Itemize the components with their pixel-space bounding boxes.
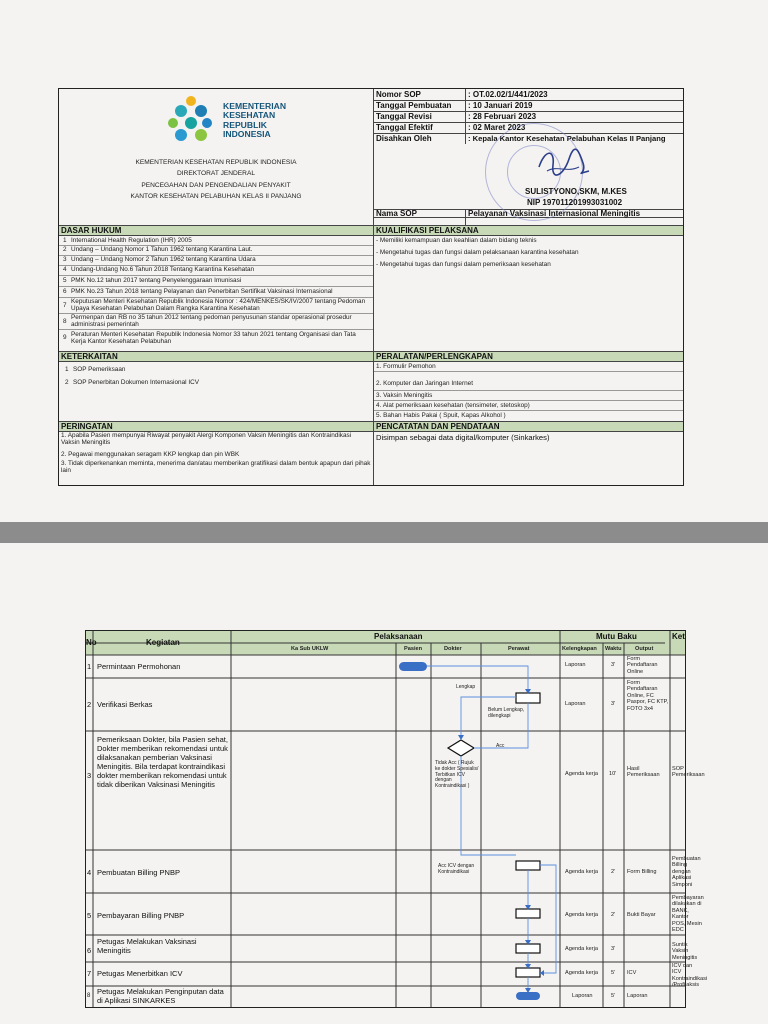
row-3-waktu: 10' [609, 771, 617, 777]
peringatan-heading: PERINGATAN [61, 422, 113, 431]
disahkan-oleh-label: Disahkan Oleh [376, 134, 432, 143]
row-7-kegiatan: Petugas Menerbitkan ICV [97, 969, 183, 978]
row-3-output: Hasil Pemeriksaan [627, 766, 660, 779]
row-7-no: 7 [87, 969, 92, 978]
row-5-kegiatan: Pembayaran Billing PNBP [97, 911, 185, 920]
row-2-no: 2 [87, 700, 92, 709]
row-4-kelengkapan: Agenda kerja [565, 869, 598, 875]
row-6-waktu: 3' [611, 946, 616, 952]
row-8-output: Laporan [627, 993, 648, 999]
nama-sop-value: Pelayanan Vaksinasi Internasional Meningitis [468, 209, 641, 218]
nomor-sop-label: Nomor SOP [376, 90, 421, 99]
nama-sop-label: Nama SOP [376, 209, 417, 218]
row-4-kegiatan: Pembuatan Billing PNBP [97, 868, 180, 877]
note-lengkap: Lengkap [456, 684, 476, 690]
note-belum-lengkap: Belum Lengkap, dilengkapi [488, 707, 525, 719]
note-acc: Acc [496, 743, 505, 749]
row-1-no: 1 [87, 662, 92, 671]
flowchart-table [85, 630, 708, 1008]
row-8-waktu: 5' [611, 993, 616, 999]
flow-billing-box [516, 861, 540, 870]
organization-lines: KEMENTERIAN KESEHATAN REPUBLIK INDONESIA DIREKTORAT JENDERAL PENCEGAHAN DAN PENGENDALIAN PENYAKIT KANTOR KESEHATAN PELABUHAN KELAS II PANJANG [130, 159, 302, 200]
tanggal-efektif-value: : 02 Maret 2023 [468, 123, 526, 132]
flow-start-terminator [399, 662, 427, 671]
row-2-output: Form Pendaftaran Online, FC Paspor, FC KTP, FOTO 3x4 [627, 680, 669, 712]
header-perawat: Perawat [508, 646, 530, 652]
keterkaitan-heading: KETERKAITAN [61, 352, 118, 361]
row-5-waktu: 2' [611, 912, 616, 918]
row-6-no: 6 [87, 946, 92, 955]
tanggal-revisi-label: Tanggal Revisi [376, 112, 432, 121]
header-ket: Ket [672, 632, 685, 641]
row-3-no: 3 [87, 771, 92, 780]
header-output: Output [635, 646, 654, 652]
kualifikasi-heading: KUALIFIKASI PELAKSANA [376, 226, 479, 235]
row-6-kegiatan: Petugas Melakukan Vaksinasi Meningitis [97, 937, 197, 955]
flow-vaccine-box [516, 944, 540, 953]
flow-payment-box [516, 909, 540, 918]
header-kegiatan: Kegiatan [146, 638, 180, 647]
row-5-ket: Pembayaran dilakukan di BANK, Kantor POS, Mesin EDC [672, 895, 704, 934]
note-acc-icv: Acc ICV dengan Kontraindikasi [438, 863, 475, 875]
tanggal-pembuatan-label: Tanggal Pembuatan [376, 101, 452, 110]
row-4-output: Form Billing [627, 869, 657, 875]
ministry-name: KEMENTERIAN KESEHATAN REPUBLIK INDONESIA [223, 101, 287, 139]
row-8-kelengkapan: Laporan [572, 993, 593, 999]
row-2-kelengkapan: Laporan [565, 701, 586, 707]
header-mutu-baku: Mutu Baku [596, 632, 637, 641]
row-2-waktu: 3' [611, 701, 616, 707]
header-kasub: Ka Sub UKLW [291, 646, 329, 652]
peringatan-list: 1. Apabila Pasien mempunyai Riwayat penyakit Alergi Komponen Vaksin Meningitis dan Kontraindikasi Vaksin Meningitis 2. Pegawai menggunakan seragam KKP lengkap dan pin WBK 3. Tidak diperkenankan meminta, menerima dan/atau memberikan gratifikasi dalam bentuk apapun dari pihak lain [61, 432, 371, 475]
note-tidak-acc: Tidak Acc ( Rujuk ke dokter Spesialis/ Terbitkan ICV dengan Kontraindikasi ) [435, 760, 479, 789]
sop-page-2 [0, 543, 768, 1024]
header-dokter: Dokter [444, 646, 462, 652]
dasar-hukum-list: 1 International Health Regulation (IHR) 2005 2 Undang – Undang Nomor 1 Tahun 1962 tentang Karantina Laut. 3 Undang – Undang Nomor 2 Tahun 1962 tentang Karantina Udara 4 Undang-Undang No.6 Tahun 2018 Tentang Karantina Kesehatan 5 PMK No.12 tahun 2017 tentang Penyelenggaraan Imunisasi 6 PMK No.23 Tahun 2018 tentang Pelayanan dan Penerbitan Sertifikat Vaksinasi Internasional 7 Keputusan Menteri Kesehatan Republik Indonesia Nomor : 424/MENKES/SK/IV/2007 tentang Pedoman Upaya Kesehatan Pelabuhan Dalam Rangka Karantina Kesehatan 8 Permenpan dan RB no 35 tahun 2012 tentang pedoman penyusunan standar operasional prosedur administrasi pemerintah 9 Peraturan Menteri Kesehatan Republik Indonesia Nomor 33 tahun 2021 tentang Organisasi dan Tata Kerja Kantor Kesehatan Pelabuhan [59, 236, 373, 351]
header-kelengkapan: Kelengkapan [562, 646, 597, 652]
row-5-kelengkapan: Agenda kerja [565, 912, 598, 918]
nomor-sop-value: : OT.02.02/1/441/2023 [468, 90, 548, 99]
flow-end-terminator [516, 992, 540, 1000]
row-7-waktu: 5' [611, 970, 616, 976]
row-3-kegiatan: Pemeriksaan Dokter, bila Pasien sehat, Dokter memberikan rekomendasi untuk dilaksanakan pemberian Vaksinasi Meningitis. Bila terdapat kontraindikasi dokter memberikan rekomendasi untuk tidak diberikan Vaksinasi Meningitis [97, 735, 228, 789]
header-pasien: Pasien [404, 646, 423, 652]
pencatatan-heading: PENCATATAN DAN PENDATAAN [376, 422, 500, 431]
row-1-kelengkapan: Laporan [565, 662, 586, 668]
ministry-logo [163, 95, 219, 145]
header-pelaksanaan: Pelaksanaan [374, 632, 423, 641]
row-5-no: 5 [87, 911, 92, 920]
flow-icv-box [516, 968, 540, 977]
row-7-output: ICV [627, 970, 637, 976]
row-2-kegiatan: Verifikasi Berkas [97, 700, 153, 709]
disahkan-oleh-value: : Kepala Kantor Kesehatan Pelabuhan Kelas II Panjang [468, 134, 666, 143]
sop-header-sheet: KEMENTERIAN KESEHATAN REPUBLIK INDONESIA KEMENTERIAN KESEHATAN REPUBLIK INDONESIA DIREKTORAT JENDERAL PENCEGAHAN DAN PENGENDALIAN PENYAKIT KANTOR KESEHATAN PELABUHAN KELAS II PANJANG Nomor SOP : OT.02.02/1/441/2023 Tanggal Pembuatan : 10 Januari 2019 Tanggal Revisi : 28 Februari 2023 Tanggal Efektif : 02 Maret 2023 Disahkan Oleh : Kepala Kantor Kesehatan Pelabuhan Kelas II Panjang SULISTYONO,SKM, M.KES NIP 197011201993031002 Nama SOP Pelayanan Vaksinasi Internasional Meningitis DASAR HUKUM KUALIFIKASI PELAKSANA 1 International Health Regulation (IHR) 2005 2 Undang – Undang Nomor 1 Tahun 1962 tentang Karantina Laut. 3 Undang – Undang Nomor 2 Tahun 1962 tentang Karantina Udara 4 Undang-Undang No.6 Tahun 2018 Tentang Karantina Kesehatan 5 PMK No.12 tahun 2017 tentang Penyelenggaraan Imunisasi 6 PMK No.23 Tahun 2018 tentang Pelayanan dan Penerbitan Sertifikat Vaksinasi Internasional 7 Keputusan Menteri Kesehatan Republik Indonesia Nomor : 424/MENKES/SK/IV/2007 tentang Pedoman Upaya Kesehatan Pelabuhan Dalam Rangka Karantina Kesehatan 8 Permenpan dan RB no 35 tahun 2012 tentang pedoman penyusunan standar operasional prosedur administrasi pemerintah 9 Peraturan Menteri Kesehatan Republik Indonesia Nomor 33 tahun 2021 tentang Organisasi dan Tata Kerja Kantor Kesehatan Pelabuhan - Memiliki kemampuan dan keahlian dalam bidang teknis - Mengetahui tugas dan fungsi dalam pelaksanaan karantina kesehatan - Mengetahui tugas dan fungsi dalam pemeriksaan kesehatan KETERKAITAN PERALATAN/PERLENGKAPAN 1 SOP Pemeriksaan 2 SOP Penerbitan Dokumen Internasional ICV 1. Formulir Pemohon 2. Komputer dan Jaringan Internet 3. Vaksin Meningitis 4. Alat pemeriksaan kesehatan (tensimeter, stetoskop) 5. Bahan Habis Pakai ( Spuit, Kapas Alkohol ) PERINGATAN PENCATATAN DAN PENDATAAN 1. Apabila Pasien mempunyai Riwayat penyakit Alergi Komponen Vaksin Meningitis dan Kontraindikasi Vaksin Meningitis 2. Pegawai menggunakan seragam KKP lengkap dan pin WBK 3. Tidak diperkenankan meminta, menerima dan/atau memberikan gratifikasi dalam bentuk apapun dari pihak lain Disimpan sebagai data digital/komputer (Sinkarkes) [58, 88, 684, 486]
flow-verify-box [516, 693, 540, 703]
pencatatan-value: Disimpan sebagai data digital/komputer (Sinkarkes) [376, 433, 550, 442]
row-4-ket: Pembuatan Billing dengan Aplikasi Simponi [672, 856, 701, 888]
row-8-kegiatan: Petugas Melakukan Penginputan data di Aplikasi SINKARKES [97, 987, 224, 1005]
header-waktu: Waktu [605, 646, 622, 652]
signer-nip: NIP 197011201993031002 [527, 198, 623, 207]
header-no: No [86, 638, 97, 647]
dasar-hukum-heading: DASAR HUKUM [61, 226, 122, 235]
tanggal-revisi-value: : 28 Februari 2023 [468, 112, 537, 121]
peralatan-heading: PERALATAN/PERLENGKAPAN [376, 352, 493, 361]
row-1-waktu: 3' [611, 662, 616, 668]
row-7-ket: ICV dan ICV Kontraindikasi /Profilaksis [672, 963, 708, 989]
tanggal-efektif-label: Tanggal Efektif [376, 123, 433, 132]
row-5-output: Bukti Bayar [627, 912, 656, 918]
row-1-output: Form Pendaftaran Online [627, 656, 658, 675]
row-8-no: 8 [87, 993, 91, 999]
row-3-ket: SOP Pemeriksaan [672, 766, 705, 779]
flow-decision-diamond [448, 740, 474, 756]
signer-name: SULISTYONO,SKM, M.KES [525, 187, 627, 196]
row-6-ket: Suntik Vaksin Meningitis [672, 942, 698, 961]
row-6-kelengkapan: Agenda kerja [565, 946, 598, 952]
row-1-kegiatan: Permintaan Permohonan [97, 662, 181, 671]
row-3-kelengkapan: Agenda kerja [565, 771, 598, 777]
row-4-no: 4 [87, 868, 92, 877]
signature [533, 145, 593, 181]
tanggal-pembuatan-value: : 10 Januari 2019 [468, 101, 533, 110]
row-7-kelengkapan: Agenda kerja [565, 970, 598, 976]
row-4-waktu: 2' [611, 869, 616, 875]
